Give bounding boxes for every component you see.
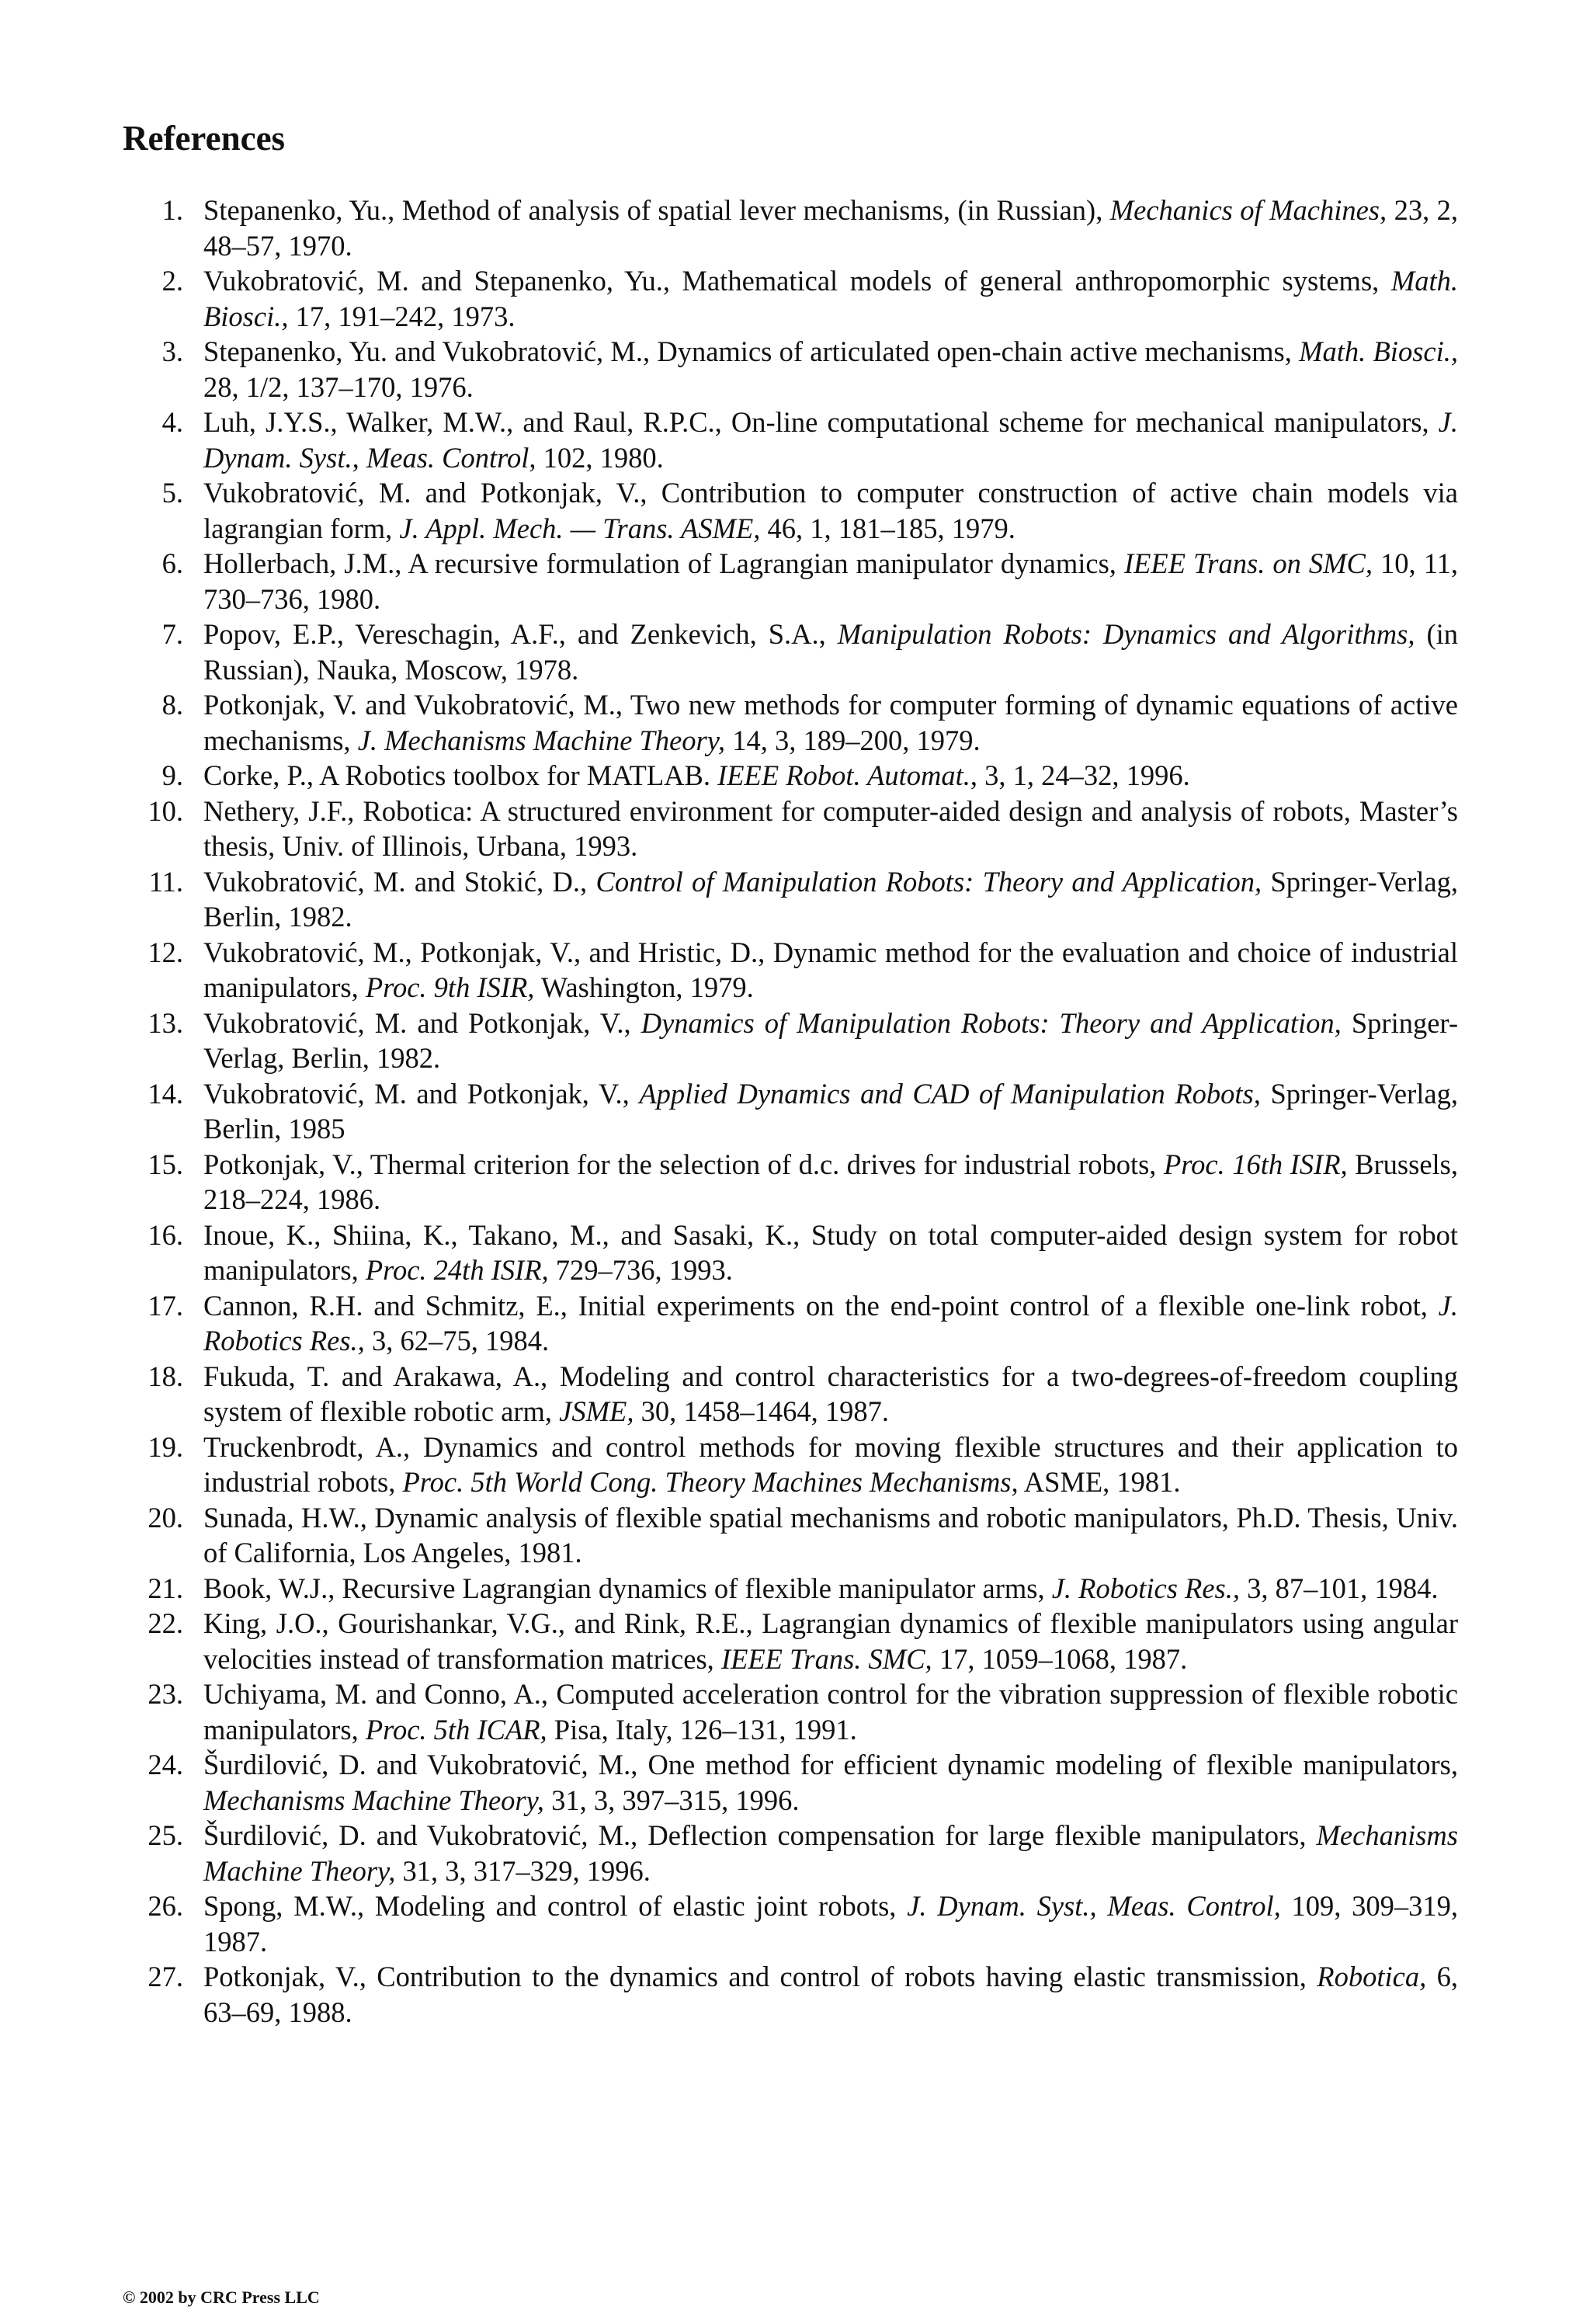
- reference-number: 9.: [161, 759, 183, 791]
- reference-segment: Potkonjak, V., Thermal criterion for the selection of d.c. drives for industrial robots,: [203, 1148, 1164, 1180]
- reference-text: [203, 1290, 1458, 1357]
- reference-segment: 729–736, 1993.: [548, 1254, 733, 1286]
- reference-item: [123, 1147, 1458, 1218]
- reference-segment: Vukobratović, M. and Stepanenko, Yu., Mathematical models of general anthropomorphic systems,: [203, 265, 1391, 297]
- reference-item: [123, 1500, 1458, 1571]
- reference-text: [203, 265, 1458, 332]
- reference-number: 23.: [148, 1678, 183, 1710]
- reference-number: 11.: [148, 865, 183, 898]
- reference-segment: Popov, E.P., Vereschagin, A.F., and Zenkevich, S.A.,: [203, 618, 838, 650]
- reference-segment: 6, 63–69, 1988.: [203, 1961, 1458, 2028]
- reference-item: [123, 617, 1458, 687]
- reference-segment: Pisa, Italy, 126–131, 1991.: [547, 1713, 857, 1746]
- reference-segment: Potkonjak, V., Contribution to the dynamics and control of robots having elastic transmission,: [203, 1961, 1317, 1992]
- reference-segment: 102, 1980.: [536, 441, 664, 474]
- reference-number: 4.: [161, 406, 183, 438]
- reference-segment: 3, 87–101, 1984.: [1239, 1572, 1439, 1604]
- reference-item: [123, 758, 1458, 794]
- reference-text: [203, 795, 1458, 863]
- reference-number: 20.: [148, 1501, 183, 1534]
- reference-number: 8.: [161, 689, 183, 721]
- reference-segment: Vukobratović, M. and Stokić, D.,: [203, 865, 596, 898]
- reference-segment: 30, 1458–1464, 1987.: [634, 1395, 889, 1427]
- reference-number: 15.: [148, 1148, 183, 1180]
- reference-item: [123, 794, 1458, 864]
- reference-item: [123, 687, 1458, 758]
- reference-segment: Springer-Verlag, Berlin, 1982.: [203, 865, 1458, 933]
- reference-item: [123, 475, 1458, 546]
- reference-source-italic: J. Dynam. Syst., Meas. Control,: [203, 406, 1458, 474]
- reference-segment: 17, 191–242, 1973.: [288, 300, 516, 332]
- reference-item: [123, 1076, 1458, 1147]
- reference-item: [123, 546, 1458, 617]
- reference-number: 21.: [148, 1572, 183, 1604]
- reference-item: [123, 1959, 1458, 2030]
- reference-item: [123, 193, 1458, 263]
- reference-item: [123, 1888, 1458, 1959]
- reference-source-italic: J. Appl. Mech. — Trans. ASME,: [399, 512, 761, 544]
- reference-text: [203, 1819, 1458, 1887]
- reference-segment: Vukobratović, M., Potkonjak, V., and Hristic, D., Dynamic method for the evaluation and choice of industrial manipulators,: [203, 936, 1458, 1003]
- reference-source-italic: Robotica,: [1317, 1961, 1427, 1992]
- reference-segment: Corke, P., A Robotics toolbox for MATLAB.: [203, 759, 718, 791]
- reference-segment: Sunada, H.W., Dynamic analysis of flexible spatial mechanisms and robotic manipulators, Ph.D. Thesis, Univ. of California, Los Angeles, 1981.: [203, 1501, 1458, 1568]
- reference-item: [123, 405, 1458, 475]
- reference-segment: Stepanenko, Yu., Method of analysis of spatial lever mechanisms, (in Russian),: [203, 194, 1110, 226]
- reference-text: [203, 618, 1458, 686]
- reference-number: 3.: [161, 335, 183, 367]
- reference-segment: ASME, 1981.: [1018, 1466, 1181, 1498]
- reference-source-italic: Proc. 24th ISIR,: [365, 1254, 549, 1286]
- reference-segment: Springer-Verlag, Berlin, 1985: [203, 1077, 1458, 1145]
- reference-number: 27.: [148, 1961, 183, 1992]
- reference-segment: Nethery, J.F., Robotica: A structured environment for computer-aided design and analysis of robots, Master’s thesis, Univ. of Illinois, Urbana, 1993.: [203, 794, 1458, 862]
- reference-item: [123, 935, 1458, 1006]
- reference-item: [123, 1006, 1458, 1076]
- reference-source-italic: Control of Manipulation Robots: Theory and Application,: [595, 865, 1262, 898]
- reference-segment: 31, 3, 317–329, 1996.: [395, 1854, 651, 1887]
- reference-segment: Luh, J.Y.S., Walker, M.W., and Raul, R.P.C., On-line computational scheme for mechanical manipulators,: [203, 406, 1439, 438]
- reference-segment: Brussels, 218–224, 1986.: [203, 1148, 1458, 1215]
- reference-segment: King, J.O., Gourishankar, V.G., and Rink, R.E., Lagrangian dynamics of flexible manipulators using angular velocities instead of transformation matrices,: [203, 1607, 1458, 1675]
- reference-source-italic: JSME,: [559, 1395, 634, 1427]
- reference-text: [203, 1678, 1458, 1746]
- reference-source-italic: Mechanics of Machines,: [1109, 194, 1387, 226]
- reference-text: [203, 1607, 1458, 1675]
- reference-source-italic: Mechanisms Machine Theory,: [203, 1819, 1458, 1887]
- reference-segment: Spong, M.W., Modeling and control of elastic joint robots,: [203, 1890, 908, 1922]
- reference-source-italic: Math. Biosci.,: [203, 265, 1458, 332]
- reference-source-italic: Applied Dynamics and CAD of Manipulation Robots,: [639, 1077, 1261, 1110]
- reference-number: 18.: [148, 1360, 183, 1392]
- copyright-footer: © 2002 by CRC Press LLC: [123, 2288, 320, 2307]
- reference-source-italic: Mechanisms Machine Theory,: [203, 1784, 544, 1816]
- reference-item: [123, 1429, 1458, 1500]
- reference-source-italic: IEEE Trans. on SMC,: [1123, 547, 1373, 579]
- reference-segment: Cannon, R.H. and Schmitz, E., Initial experiments on the end-point control of a flexible one-link robot,: [203, 1289, 1439, 1322]
- reference-source-italic: J. Robotics Res.,: [203, 1289, 1458, 1357]
- reference-segment: Stepanenko, Yu. and Vukobratović, M., Dynamics of articulated open-chain active mechanisms,: [203, 335, 1300, 367]
- reference-item: [123, 1606, 1458, 1676]
- reference-number: 19.: [148, 1430, 183, 1463]
- reference-source-italic: Math. Biosci.,: [1299, 335, 1458, 367]
- reference-text: [203, 1007, 1458, 1075]
- reference-text: [203, 1572, 1438, 1604]
- reference-segment: Hollerbach, J.M., A recursive formulation of Lagrangian manipulator dynamics,: [203, 547, 1124, 579]
- reference-segment: 109, 309–319, 1987.: [203, 1890, 1458, 1958]
- reference-item: [123, 263, 1458, 334]
- reference-item: [123, 1571, 1458, 1607]
- reference-segment: 10, 11, 730–736, 1980.: [203, 547, 1458, 615]
- reference-text: [203, 936, 1458, 1004]
- reference-segment: Vukobratović, M. and Potkonjak, V., Contribution to computer construction of active chain models via lagrangian form,: [203, 477, 1458, 544]
- reference-source-italic: IEEE Robot. Automat.: [717, 759, 970, 791]
- reference-number: 12.: [148, 936, 183, 968]
- reference-source-italic: Proc. 5th ICAR,: [365, 1713, 547, 1746]
- reference-number: 1.: [161, 194, 183, 226]
- reference-number: 5.: [161, 477, 183, 509]
- reference-source-italic: Proc. 9th ISIR,: [365, 971, 535, 1003]
- reference-list: [123, 193, 1458, 2030]
- reference-number: 10.: [148, 794, 183, 827]
- reference-text: [203, 477, 1458, 544]
- reference-item: [123, 1818, 1458, 1888]
- reference-segment: Šurdilović, D. and Vukobratović, M., Deflection compensation for large flexible manipulators,: [203, 1819, 1317, 1851]
- reference-text: [203, 1961, 1458, 2028]
- reference-source-italic: IEEE Trans. SMC,: [720, 1642, 932, 1675]
- reference-segment: , 3, 1, 24–32, 1996.: [970, 759, 1190, 791]
- reference-source-italic: J. Mechanisms Machine Theory,: [357, 724, 726, 756]
- reference-text: [203, 866, 1458, 933]
- reference-number: 6.: [161, 547, 183, 579]
- reference-segment: Vukobratović, M. and Potkonjak, V.,: [203, 1006, 641, 1039]
- reference-source-italic: Proc. 5th World Cong. Theory Machines Mechanisms,: [402, 1466, 1019, 1498]
- reference-source-italic: Manipulation Robots: Dynamics and Algorithms,: [837, 618, 1415, 650]
- reference-number: 24.: [148, 1749, 183, 1780]
- reference-segment: Fukuda, T. and Arakawa, A., Modeling and control characteristics for a two-degrees-of-freedom coupling system of flexible robotic arm,: [203, 1360, 1458, 1427]
- reference-source-italic: J. Robotics Res.,: [1051, 1572, 1240, 1604]
- references-heading: References: [123, 119, 286, 158]
- reference-text: [203, 335, 1458, 403]
- reference-text: [203, 1148, 1458, 1216]
- reference-text: [203, 406, 1458, 474]
- reference-text: [203, 689, 1458, 756]
- reference-item: [123, 1359, 1458, 1429]
- reference-text: [203, 1219, 1458, 1287]
- reference-text: [203, 547, 1458, 615]
- reference-text: [203, 1431, 1458, 1499]
- reference-number: 26.: [148, 1890, 183, 1922]
- reference-text: [203, 1749, 1458, 1816]
- reference-text: [203, 194, 1458, 262]
- reference-segment: Uchiyama, M. and Conno, A., Computed acceleration control for the vibration suppression of flexible robotic manipulators,: [203, 1678, 1458, 1746]
- reference-text: [203, 759, 1190, 791]
- reference-number: 14.: [148, 1077, 183, 1110]
- reference-number: 25.: [148, 1819, 183, 1851]
- reference-segment: 17, 1059–1068, 1987.: [932, 1642, 1188, 1675]
- reference-segment: 23, 2, 48–57, 1970.: [203, 194, 1458, 262]
- reference-item: [123, 1747, 1458, 1818]
- reference-segment: Springer-Verlag, Berlin, 1982.: [203, 1006, 1459, 1074]
- reference-segment: (in Russian), Nauka, Moscow, 1978.: [203, 618, 1458, 686]
- reference-segment: 14, 3, 189–200, 1979.: [725, 724, 981, 756]
- reference-text: [203, 1078, 1458, 1145]
- reference-segment: Truckenbrodt, A., Dynamics and control methods for moving flexible structures and their application to industrial robots,: [203, 1430, 1458, 1498]
- reference-segment: 46, 1, 181–185, 1979.: [760, 512, 1015, 544]
- reference-segment: Inoue, K., Shiina, K., Takano, M., and Sasaki, K., Study on total computer-aided design system for robot manipulators,: [203, 1218, 1458, 1286]
- reference-item: [123, 1288, 1458, 1359]
- reference-segment: Vukobratović, M. and Potkonjak, V.,: [203, 1077, 640, 1110]
- reference-segment: 28, 1/2, 137–170, 1976.: [203, 370, 474, 403]
- reference-segment: 3, 62–75, 1984.: [364, 1325, 550, 1357]
- reference-number: 13.: [148, 1006, 183, 1039]
- reference-segment: Washington, 1979.: [534, 971, 754, 1003]
- reference-number: 7.: [161, 618, 183, 650]
- reference-number: 16.: [148, 1218, 183, 1251]
- reference-item: [123, 1218, 1458, 1288]
- reference-item: [123, 1676, 1458, 1747]
- reference-segment: Šurdilović, D. and Vukobratović, M., One method for efficient dynamic modeling of flexible manipulators,: [203, 1749, 1458, 1780]
- reference-source-italic: Proc. 16th ISIR,: [1163, 1148, 1348, 1180]
- reference-source-italic: Dynamics of Manipulation Robots: Theory and Application,: [641, 1006, 1342, 1039]
- reference-text: [203, 1890, 1458, 1958]
- reference-number: 17.: [148, 1289, 183, 1322]
- reference-segment: Book, W.J., Recursive Lagrangian dynamics of flexible manipulator arms,: [203, 1572, 1052, 1604]
- reference-item: [123, 864, 1458, 935]
- reference-text: [203, 1360, 1458, 1428]
- reference-item: [123, 334, 1458, 405]
- reference-segment: Potkonjak, V. and Vukobratović, M., Two new methods for computer forming of dynamic equations of active mechanisms,: [203, 689, 1458, 756]
- reference-number: 22.: [148, 1607, 183, 1639]
- reference-segment: 31, 3, 397–315, 1996.: [543, 1784, 800, 1816]
- reference-source-italic: J. Dynam. Syst., Meas. Control,: [907, 1890, 1281, 1922]
- reference-text: [203, 1502, 1458, 1569]
- reference-number: 2.: [161, 265, 183, 297]
